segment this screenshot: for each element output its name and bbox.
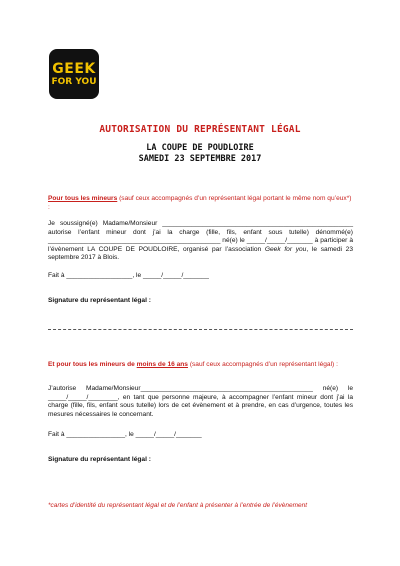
logo-line2: FOR YOU [51, 76, 97, 87]
association-name: Geek for you [264, 245, 307, 253]
section2-heading-age: moins de 16 ans [136, 361, 188, 368]
section2-paragraph: J’autorise Madame/Monsieur_______________________________________________ né(e) le _____/_____/________, en tant que personne majeure, à accompagner l’enfant mineur dont j’ai la charge (fille, fils, enfant sous tutelle) lors de cet évènement et à prendre, en cas d’urgence, toutes les mesures nécessaires le concernant. [48, 385, 353, 418]
section2-date-line: Fait à ________________, le _____/_____/_______ [48, 431, 202, 438]
section1-paragraph [48, 220, 353, 263]
section2-heading-note: (sauf ceux accompagnés d’un représentant légal) : [187, 361, 338, 368]
section1-signature-label: Signature du représentant légal : [48, 297, 151, 304]
section1-date-line: Fait à __________________, le _____/_____/_______ [48, 272, 209, 279]
section2-heading-line [48, 361, 353, 370]
section1-heading-note: (sauf ceux accompagnés d’un représentant légal portant le même nom qu’eux*) : [48, 195, 352, 211]
page-title: AUTORISATION DU REPRÉSENTANT LÉGAL [99, 124, 301, 135]
section2-heading-prefix: Et pour tous les mineurs de [48, 361, 137, 368]
event-name: LA COUPE DE POUDLOIRE [146, 143, 254, 153]
divider [48, 329, 353, 330]
geek-for-you-logo [49, 49, 99, 99]
section1-heading-line [48, 195, 353, 212]
section2-signature-label: Signature du représentant légal : [48, 456, 151, 463]
section1-text: Je soussigné(e) Madame/Monsieur ____________________________________________________ autorise l’enfant mineur dont j’ai la charge (fille, fils, enfant sous tutelle) dénommé(e) _______________________________________________ né(e) le _____/_____/_______ à participer à l’évènement LA COUPE DE POUDLOIRE, organisé par l’association [48, 220, 353, 253]
section1-text-end: , le samedi 23 septembre 2017 à Blois. [48, 245, 353, 262]
section1-heading: Pour tous les mineurs [48, 195, 118, 202]
logo-line1: GEEK [52, 60, 96, 77]
title-block [0, 124, 400, 165]
event-date: SAMEDI 23 SEPTEMBRE 2017 [138, 154, 262, 164]
footnote: *cartes d’identité du représentant légal et de l’enfant à présenter à l’entrée de l’évènement [48, 502, 308, 509]
